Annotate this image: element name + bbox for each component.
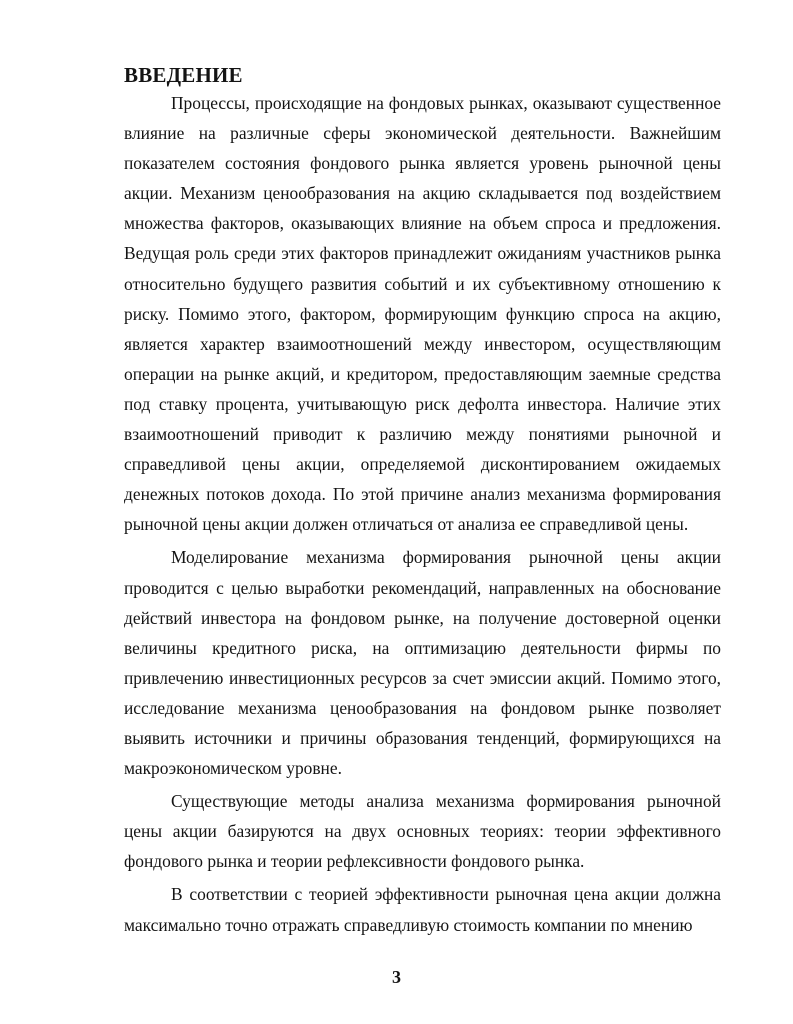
paragraph-3: Существующие методы анализа механизма формирования рыночной цены акции базируются на двух основных теориях: теории эффективного фондового рынка и теории рефлексивности фондового рынка. — [124, 791, 721, 872]
section-heading: ВВЕДЕНИЕ — [124, 63, 243, 87]
paragraph-2: Моделирование механизма формирования рыночной цены акции проводится с целью выработки рекомендаций, направленных на обоснование действий инвестора на фондовом рынке, на получение достоверной оценки величины кредитного риска, на оптимизацию деятельности фирмы по привлечению инвестиционных ресурсов за счет эмиссии акций. Помимо этого, исследование механизма ценообразования на фондовом рынке позволяет выявить источники и причины образования тенденций, формирующихся на макроэкономическом уровне. — [124, 547, 721, 779]
paragraph-4: В соответствии с теорией эффективности рыночная цена акции должна максимально точно отражать справедливую стоимость компании по мнению — [124, 884, 721, 935]
body-text — [124, 88, 721, 943]
paragraph-1: Процессы, происходящие на фондовых рынках, оказывают существенное влияние на различные сферы экономической деятельности. Важнейшим показателем состояния фондового рынка является уровень рыночной цены акции. Механизм ценообразования на акцию складывается под воздействием множества факторов, оказывающих влияние на объем спроса и предложения. Ведущая роль среди этих факторов принадлежит ожиданиям участников рынка относительно будущего развития событий и их субъективному отношению к риску. Помимо этого, фактором, формирующим функцию спроса на акцию, является характер взаимоотношений между инвестором, осуществляющим операции на рынке акций, и кредитором, предоставляющим заемные средства под ставку процента, учитывающую риск дефолта инвестора. Наличие этих взаимоотношений приводит к различию между понятиями рыночной и справедливой цены акции, определяемой дисконтированием ожидаемых денежных потоков дохода. По этой причине анализ механизма формирования рыночной цены акции должен отличаться от анализа ее справедливой цены. — [124, 93, 721, 535]
page-number: 3 — [392, 967, 401, 987]
